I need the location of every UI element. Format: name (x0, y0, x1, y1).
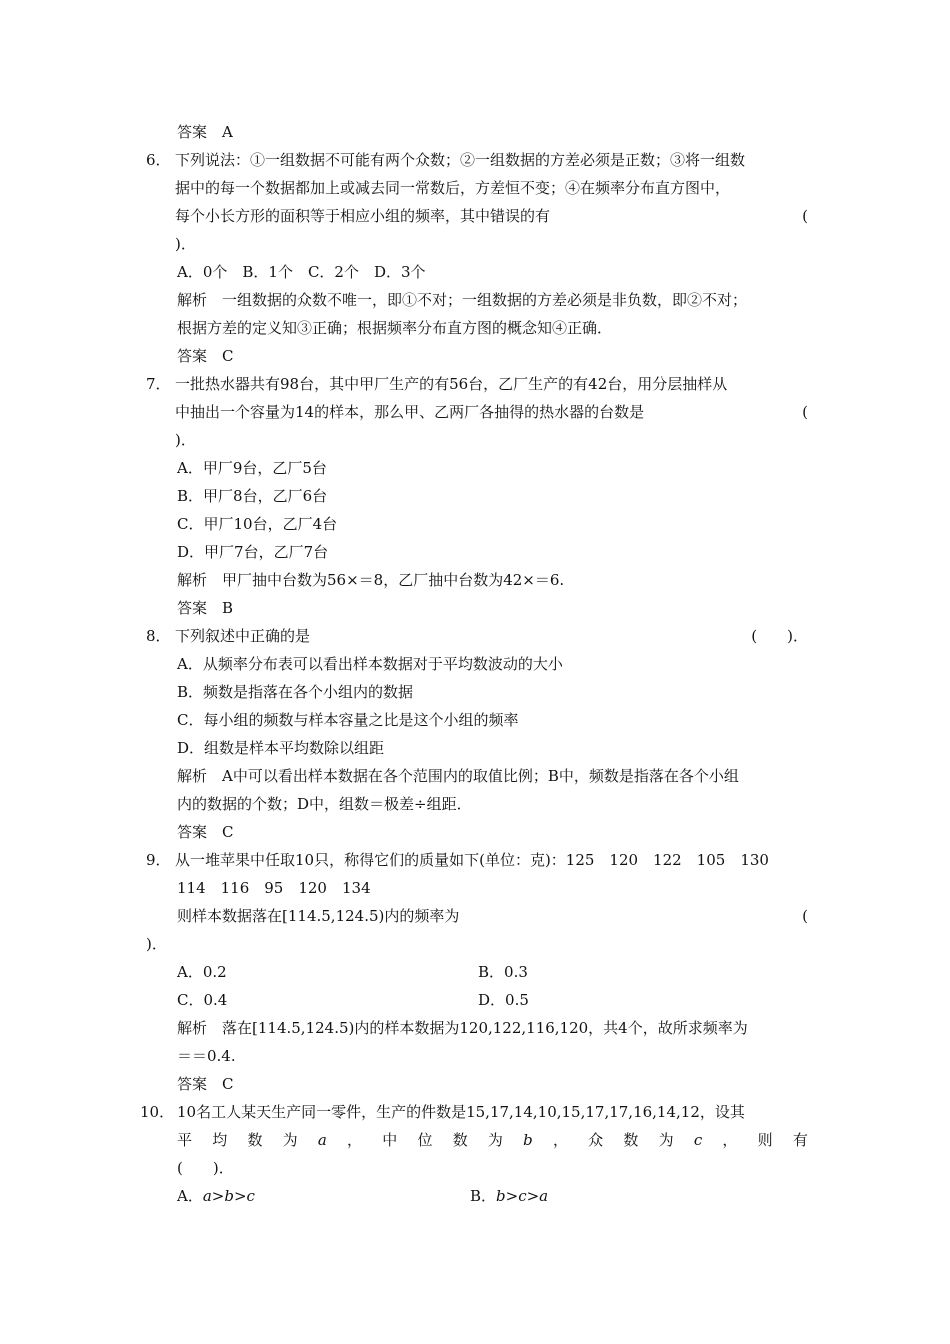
q9-stem-line1: 从一堆苹果中任取10只，称得它们的质量如下(单位：克)：125 120 122 105 130 (175, 851, 769, 869)
q8-option-a: A．从频率分布表可以看出样本数据对于平均数波动的大小 (177, 655, 563, 673)
q8-number: 8． (146, 627, 171, 645)
q6-analysis-line2: 根据方差的定义知③正确；根据频率分布直方图的概念知④正确． (177, 319, 613, 337)
q9-stem-line2: 114 116 95 120 134 (177, 879, 371, 897)
q6-answer: 答案 C (177, 347, 234, 365)
q9-answer: 答案 C (177, 1075, 234, 1093)
q5-answer: 答案 A (177, 123, 233, 141)
variable-b: b (523, 1131, 533, 1149)
q8-analysis-line1: 解析 A中可以看出样本数据在各个范围内的取值比例；B中，频数是指落在各个小组 (177, 767, 739, 785)
q8-answer: 答案 C (177, 823, 234, 841)
q7-answer: 答案 B (177, 599, 234, 617)
variable-a: a (317, 1131, 327, 1149)
q10-number: 10． (140, 1103, 175, 1121)
q8-option-c: C．每小组的频数与样本容量之比是这个小组的频率 (177, 711, 519, 729)
q10-option-b: B．b>c>a (470, 1187, 549, 1205)
q6-stem-line2: 据中的每一个数据都加上或减去同一常数后，方差恒不变；④在频率分布直方图中， (175, 179, 731, 197)
q7-answer-paren-open: ( (802, 403, 808, 421)
q7-analysis: 解析 甲厂抽中台数为56×＝8，乙厂抽中台数为42×＝6. (177, 571, 565, 589)
q7-option-a: A．甲厂9台，乙厂5台 (177, 459, 327, 477)
q9-analysis-line2: ＝＝0.4. (177, 1047, 236, 1065)
q9-option-c: C．0.4 (177, 991, 228, 1009)
variable-c: c (693, 1131, 703, 1149)
q10-answer-paren: ( )． (177, 1159, 234, 1177)
q7-stem-line1: 一批热水器共有98台，其中甲厂生产的有56台，乙厂生产的有42台，用分层抽样从 (175, 375, 728, 393)
q9-number: 9． (146, 851, 171, 869)
q8-option-d: D．组数是样本平均数除以组距 (177, 739, 385, 757)
q9-option-d: D．0.5 (478, 991, 529, 1009)
q7-option-b: B．甲厂8台，乙厂6台 (177, 487, 328, 505)
q6-analysis-line1: 解析 一组数据的众数不唯一，即①不对；一组数据的方差必须是非负数，即②不对； (177, 291, 748, 309)
q9-answer-paren-close: )． (146, 935, 167, 953)
q8-analysis-line2: 内的数据的个数；D中，组数＝极差÷组距． (177, 795, 472, 813)
q9-stem-line3: 则样本数据落在[114.5,124.5)内的频率为 (177, 907, 460, 925)
q6-stem-line3: 每个小长方形的面积等于相应小组的频率，其中错误的有 (175, 207, 551, 225)
q6-answer-paren-close: )． (175, 235, 196, 253)
q8-answer-paren: ( )． (751, 627, 808, 645)
q7-option-d: D．甲厂7台，乙厂7台 (177, 543, 329, 561)
q6-number: 6． (146, 151, 171, 169)
q7-stem-line2: 中抽出一个容量为14的样本，那么甲、乙两厂各抽得的热水器的台数是 (175, 403, 645, 421)
q6-stem-line1: 下列说法：①一组数据不可能有两个众数；②一组数据的方差必须是正数；③将一组数 (175, 151, 746, 169)
q9-answer-paren-open: ( (802, 907, 808, 925)
q8-option-b: B．频数是指落在各个小组内的数据 (177, 683, 414, 701)
q6-options: A．0个 B．1个 C．2个 D．3个 (177, 263, 426, 281)
q7-option-c: C．甲厂10台，乙厂4台 (177, 515, 338, 533)
q9-option-a: A．0.2 (177, 963, 227, 981)
q10-stem-line2: 平 均 数 为 a ， 中 位 数 为 b ， 众 数 为 c ， 则 有 (177, 1131, 808, 1149)
q9-option-b: B．0.3 (478, 963, 528, 981)
q8-stem: 下列叙述中正确的是 (175, 627, 311, 645)
q10-stem-line1: 10名工人某天生产同一零件，生产的件数是15,17,14,10,15,17,17,16,14,12，设其 (177, 1103, 745, 1121)
q10-option-a: A．a>b>c (177, 1187, 255, 1205)
q7-number: 7． (146, 375, 171, 393)
q7-answer-paren-close: )． (175, 431, 196, 449)
q6-answer-paren-open: ( (802, 207, 808, 225)
q9-analysis-line1: 解析 落在[114.5,124.5)内的样本数据为120,122,116,120，共4个，故所求频率为 (177, 1019, 748, 1037)
